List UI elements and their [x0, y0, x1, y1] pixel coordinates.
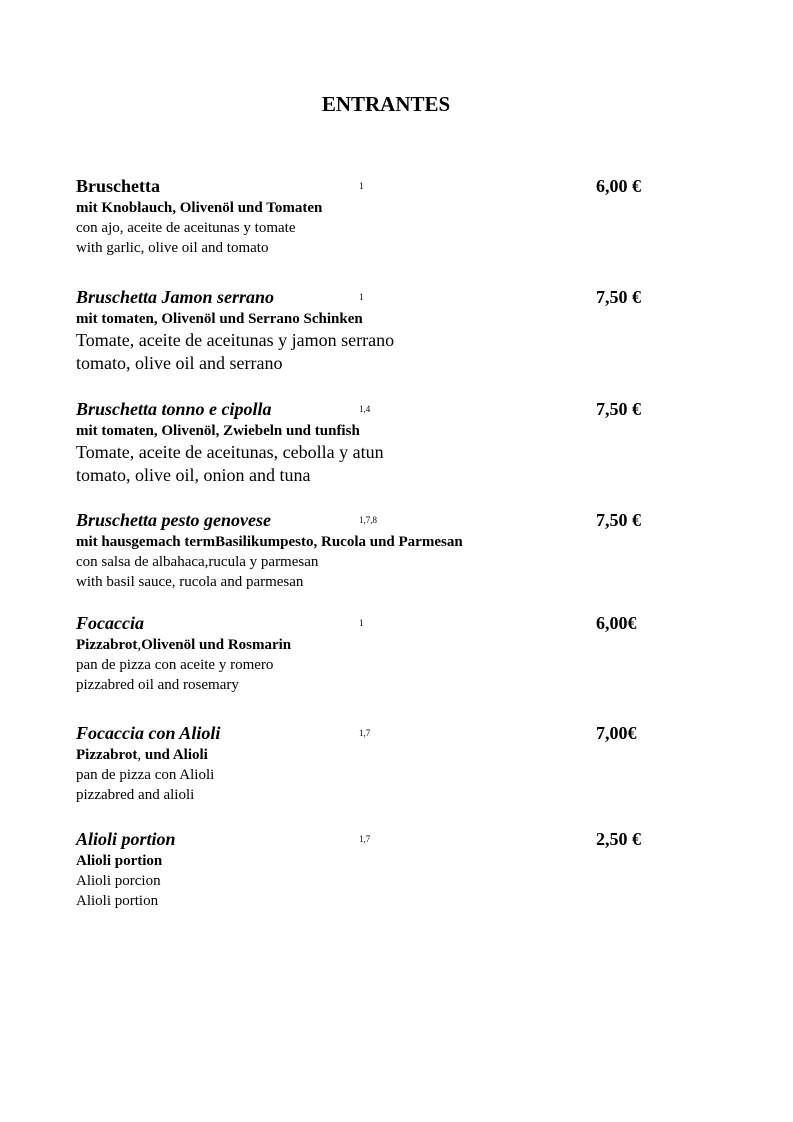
- description-german: mit hausgemach termBasilikumpesto, Rucola und Parmesan: [76, 534, 463, 550]
- description-english: pizzabred oil and rosemary: [76, 677, 239, 693]
- page-title: ENTRANTES: [321, 92, 451, 116]
- item-name: Bruschetta: [76, 176, 160, 196]
- description-english: tomato, olive oil, onion and tuna: [76, 465, 311, 485]
- allergen-codes: 1: [359, 618, 364, 628]
- menu-item: [76, 398, 676, 487]
- description-spanish: Tomate, aceite de aceitunas, cebolla y atun: [76, 442, 384, 462]
- description-spanish: Tomate, aceite de aceitunas y jamon serrano: [76, 330, 395, 350]
- menu-item: [76, 509, 676, 592]
- menu-item: [76, 286, 676, 375]
- description-spanish: con ajo, aceite de aceitunas y tomate: [76, 220, 296, 236]
- allergen-codes: 1,7,8: [359, 515, 377, 525]
- description-english: pizzabred and alioli: [76, 787, 195, 803]
- description-english: with garlic, olive oil and tomato: [76, 240, 269, 256]
- item-price: 7,50 €: [596, 287, 641, 307]
- item-name: Alioli portion: [76, 829, 176, 849]
- item-name: Focaccia: [76, 613, 144, 633]
- description-german-part: Pizzabrot: [76, 637, 138, 653]
- item-price: 7,50 €: [596, 510, 641, 530]
- menu-item: [76, 722, 676, 805]
- description-german-part: und Alioli: [141, 747, 208, 763]
- menu-item: [76, 828, 676, 911]
- item-price: 7,50 €: [596, 399, 641, 419]
- item-price: 7,00€: [596, 723, 637, 743]
- description-english: tomato, olive oil and serrano: [76, 353, 283, 373]
- allergen-codes: 1: [359, 181, 364, 191]
- description-german: [76, 635, 676, 655]
- description-german-part: Olivenöl und Rosmarin: [141, 637, 292, 653]
- description-german: mit Knoblauch, Olivenöl und Tomaten: [76, 200, 323, 216]
- menu-item: [76, 175, 676, 258]
- description-german-comma: ,: [137, 637, 142, 653]
- item-name: Bruschetta pesto genovese: [76, 510, 271, 530]
- description-english: with basil sauce, rucola and parmesan: [76, 574, 304, 590]
- allergen-codes: 1: [359, 292, 364, 302]
- item-name: Bruschetta Jamon serrano: [76, 287, 275, 307]
- description-spanish: con salsa de albahaca,rucula y parmesan: [76, 554, 319, 570]
- allergen-codes: 1,7: [359, 728, 371, 738]
- description-german: Alioli portion: [76, 853, 163, 869]
- description-spanish: Alioli porcion: [76, 873, 161, 889]
- item-name: Focaccia con Alioli: [76, 723, 221, 743]
- menu-item: [76, 612, 676, 695]
- item-price: 2,50 €: [596, 829, 641, 849]
- description-german: mit tomaten, Olivenöl und Serrano Schinken: [76, 311, 363, 327]
- description-german-comma: ,: [137, 747, 142, 763]
- description-spanish: pan de pizza con Alioli: [76, 767, 215, 783]
- item-price: 6,00€: [596, 613, 637, 633]
- description-german-part: Pizzabrot: [76, 747, 138, 763]
- allergen-codes: 1,7: [359, 834, 371, 844]
- allergen-codes: 1,4: [359, 404, 371, 414]
- description-spanish: pan de pizza con aceite y romero: [76, 657, 274, 673]
- description-german: [76, 745, 676, 765]
- description-english: Alioli portion: [76, 893, 159, 909]
- description-german: mit tomaten, Olivenöl, Zwiebeln und tunfish: [76, 423, 360, 439]
- item-price: 6,00 €: [596, 176, 641, 196]
- item-name: Bruschetta tonno e cipolla: [76, 399, 272, 419]
